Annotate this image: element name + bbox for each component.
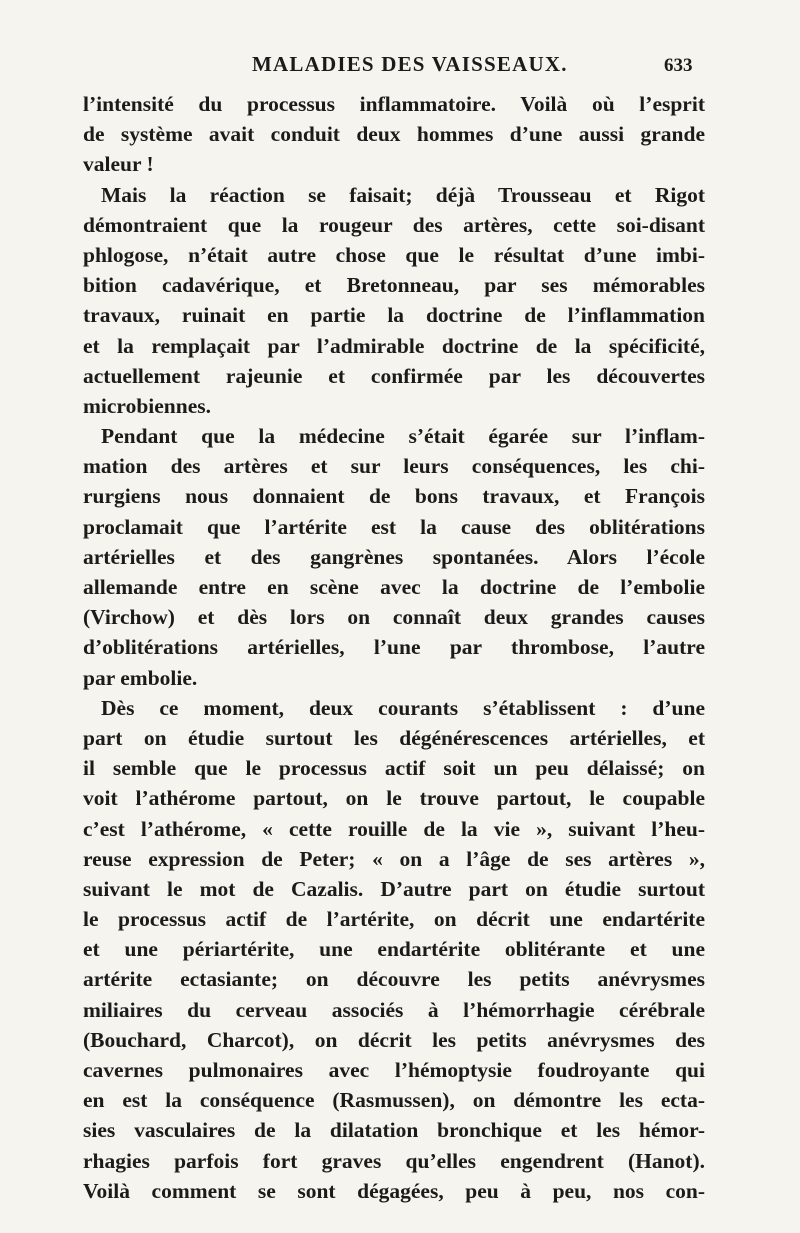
body-text [83, 89, 705, 1206]
text-line: de système avait conduit deux hommes d’une aussi grande [83, 122, 705, 147]
text-line: travaux, ruinait en partie la doctrine de l’inflammation [83, 303, 705, 328]
page-number: 633 [664, 55, 693, 76]
text-line: et une périartérite, une endartérite oblitérante et une [83, 937, 705, 962]
text-line: il semble que le processus actif soit un peu délaissé; on [83, 756, 705, 781]
text-line: suivant le mot de Cazalis. D’autre part on étudie surtout [83, 876, 705, 901]
paragraph-start-line: Dès ce moment, deux courants s’établissent : d’une [101, 695, 705, 720]
text-line: (Virchow) et dès lors on connaît deux grandes causes [83, 605, 705, 630]
text-line: part on étudie surtout les dégénérescences artérielles, et [83, 725, 705, 750]
text-line: valeur ! [83, 152, 154, 177]
page-header [0, 52, 800, 82]
text-line: d’oblitérations artérielles, l’une par thrombose, l’autre [83, 635, 705, 660]
text-line: le processus actif de l’artérite, on décrit une endartérite [83, 907, 705, 932]
text-line: rhagies parfois fort graves qu’elles engendrent (Hanot). [83, 1148, 705, 1173]
text-line: phlogose, n’était autre chose que le résultat d’une imbi- [83, 242, 705, 267]
text-line: bition cadavérique, et Bretonneau, par ses mémorables [83, 273, 705, 298]
text-line: par embolie. [83, 665, 198, 690]
text-line: microbiennes. [83, 393, 212, 418]
text-line: artérielles et des gangrènes spontanées. Alors l’école [83, 544, 705, 569]
text-line: reuse expression de Peter; « on a l’âge de ses artères », [83, 846, 705, 871]
text-line: mation des artères et sur leurs conséquences, les chi- [83, 454, 705, 479]
text-line: artérite ectasiante; on découvre les petits anévrysmes [83, 967, 705, 992]
text-line: voit l’athérome partout, on le trouve partout, le coupable [83, 786, 705, 811]
text-line: (Bouchard, Charcot), on décrit les petits anévrysmes des [83, 1027, 705, 1052]
paragraph-start-line: Pendant que la médecine s’était égarée sur l’inflam- [101, 424, 705, 449]
text-line: actuellement rajeunie et confirmée par les découvertes [83, 363, 705, 388]
text-line: cavernes pulmonaires avec l’hémoptysie foudroyante qui [83, 1058, 705, 1082]
text-line: Voilà comment se sont dégagées, peu à peu, nos con- [83, 1178, 705, 1203]
text-line: miliaires du cerveau associés à l’hémorrhagie cérébrale [83, 997, 705, 1022]
paragraph-start-line: Mais la réaction se faisait; déjà Trousseau et Rigot [101, 182, 705, 207]
text-line: allemande entre en scène avec la doctrine de l’embolie [83, 575, 705, 599]
text-line: proclamait que l’artérite est la cause des oblitérations [83, 514, 705, 539]
text-line: c’est l’athérome, « cette rouille de la vie », suivant l’heu- [83, 816, 705, 841]
text-line: et la remplaçait par l’admirable doctrine de la spécificité, [83, 333, 705, 358]
text-line: rurgiens nous donnaient de bons travaux, et François [83, 484, 705, 509]
text-line: démontraient que la rougeur des artères, cette soi-disant [83, 212, 705, 237]
running-head: MALADIES DES VAISSEAUX. [252, 52, 568, 76]
text-line: l’intensité du processus inflammatoire. Voilà où l’esprit [83, 92, 705, 116]
text-line: en est la conséquence (Rasmussen), on démontre les ecta- [83, 1088, 705, 1113]
text-line: sies vasculaires de la dilatation bronchique et les hémor- [83, 1118, 705, 1143]
